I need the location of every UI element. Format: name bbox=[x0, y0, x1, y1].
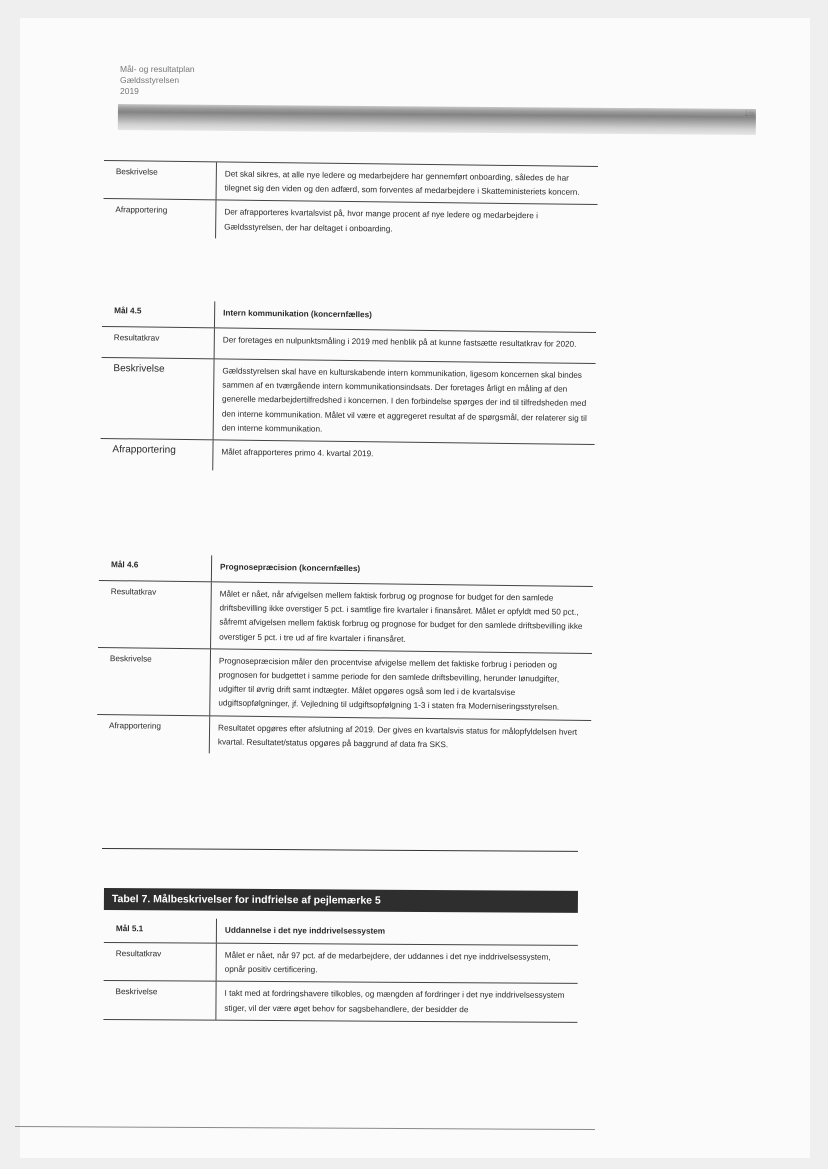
row-text: Målet afrapporteres primo 4. kvartal 2019. bbox=[212, 440, 594, 475]
header-year: 2019 bbox=[120, 86, 139, 96]
row-text: Målet er nået, når 97 pct. af de medarbejdere, der uddannes i det nye inddrivelsessystem, opnår positiv certificering. bbox=[216, 944, 578, 984]
row-label: Afrapportering bbox=[112, 444, 176, 456]
row-label: Beskrivelse bbox=[109, 653, 152, 664]
goal-title: Intern kommunikation (koncernfælles) bbox=[214, 301, 596, 332]
table-goal-4-4-continued bbox=[103, 160, 598, 243]
header-doc-title: Mål- og resultatplan bbox=[120, 64, 195, 74]
row-text: Gældsstyrelsen skal have en kulturskabende intern kommunikation, ligesom koncernen skal bindes sammen af en tværgående intern kommunikationsindsats. Der foretages årligt en måling af den generelle medarbejdertilfredshed i koncernen. I den forbindelse spørges der ind til tilfredsheden med den interne kommunikation. Målet vil være et aggregeret resultat af de spørgsmål, der relaterer sig til den interne kommunikation. bbox=[213, 359, 596, 444]
table-row bbox=[104, 943, 578, 984]
row-label: Afrapportering bbox=[109, 720, 162, 731]
table-caption: Tabel 7. Målbeskrivelser for indfrielse af pejlemærke 5 bbox=[104, 888, 578, 913]
header-agency: Gældsstyrelsen bbox=[120, 75, 180, 85]
row-text: Der foretages en nulpunktsmåling i 2019 med henblik på at kunne fastsætte resultatkrav for 2020. bbox=[214, 328, 596, 363]
running-header bbox=[120, 64, 195, 97]
table-row bbox=[104, 160, 598, 205]
goal-title: Prognosepræcision (koncernfælles) bbox=[211, 555, 593, 586]
table-row bbox=[98, 581, 593, 654]
goal-header-row bbox=[104, 918, 578, 946]
header-bar bbox=[118, 104, 756, 135]
goal-label: Mål 4.6 bbox=[111, 560, 139, 570]
row-label: Resultatkrav bbox=[110, 587, 157, 597]
row-text: Målet er nået, når afvigelsen mellem faktisk forbrug og prognose for budget for den samlede driftsbevilling ikke overstiger 5 pct. i samtlige fire kvartaler i finansåret. Målet er opfyldt med 50 pct., såfremt afvigelsen mellem faktisk forbrug og prognose for budget for den samlede driftsbevilling ikke overstiger 5 pct. i tre ud af fire kvartaler i finansåret. bbox=[210, 582, 593, 652]
table-goal-4-5 bbox=[100, 300, 596, 475]
table-goal-4-6 bbox=[97, 554, 593, 758]
goal-title: Uddannelse i det nye inddrivelsessystem bbox=[216, 919, 578, 945]
row-label: Beskrivelse bbox=[115, 167, 158, 177]
row-text: I takt med at fordringshavere tilkobles, og mængden af fordringer i det nye inddrivelsessystem stiger, vil der være øget behov for sagsbehandlere, der besidder de bbox=[215, 982, 577, 1022]
row-label: Beskrivelse bbox=[115, 987, 158, 997]
row-label: Beskrivelse bbox=[113, 363, 165, 375]
row-label: Resultatkrav bbox=[115, 949, 162, 959]
table-row bbox=[97, 715, 591, 758]
table-row bbox=[101, 358, 596, 445]
row-text: Der afrapporteres kvartalsvist på, hvor mange procent af nye ledere og medarbejdere i Gældsstyrelsen, der har deltaget i onboarding. bbox=[215, 201, 597, 243]
row-text: Prognosepræcision måler den procentvise afvigelse mellem det faktiske forbrug i perioden og prognosen for budgettet i samme periode for den samlede driftsbevilling, herunder lønudgifter, udgifter til øvrig drift samt indtægter. Målet opgøres også som led i de kvartalsvise udgiftsopfølgninger, jf. Vejledning til udgiftsopfølgning 1-3 i staten fra Moderniseringsstyrelsen. bbox=[209, 649, 592, 719]
table-row bbox=[100, 439, 594, 475]
row-label: Resultatkrav bbox=[113, 333, 160, 343]
goal-label: Mål 5.1 bbox=[115, 924, 144, 934]
row-text: Resultatet opgøres efter afslutning af 2019. Der gives en kvartalsvis status for målopfyldelsen hvert kvartal. Resultatet/status opgøres på baggrund af data fra SKS. bbox=[209, 716, 591, 758]
row-text: Det skal sikres, at alle nye ledere og medarbejdere har gennemført onboarding, således de har tilegnet sig den viden og den adfærd, som forventes af medarbejdere i Skatteministeriets koncern. bbox=[216, 162, 598, 204]
table-row bbox=[103, 981, 577, 1022]
document-content bbox=[93, 160, 598, 1046]
table-row bbox=[103, 199, 597, 242]
goal-label: Mål 4.5 bbox=[114, 306, 142, 316]
table-goal-5-1 bbox=[103, 918, 578, 1023]
row-label: Afrapportering bbox=[115, 205, 168, 216]
table-row bbox=[97, 648, 592, 721]
